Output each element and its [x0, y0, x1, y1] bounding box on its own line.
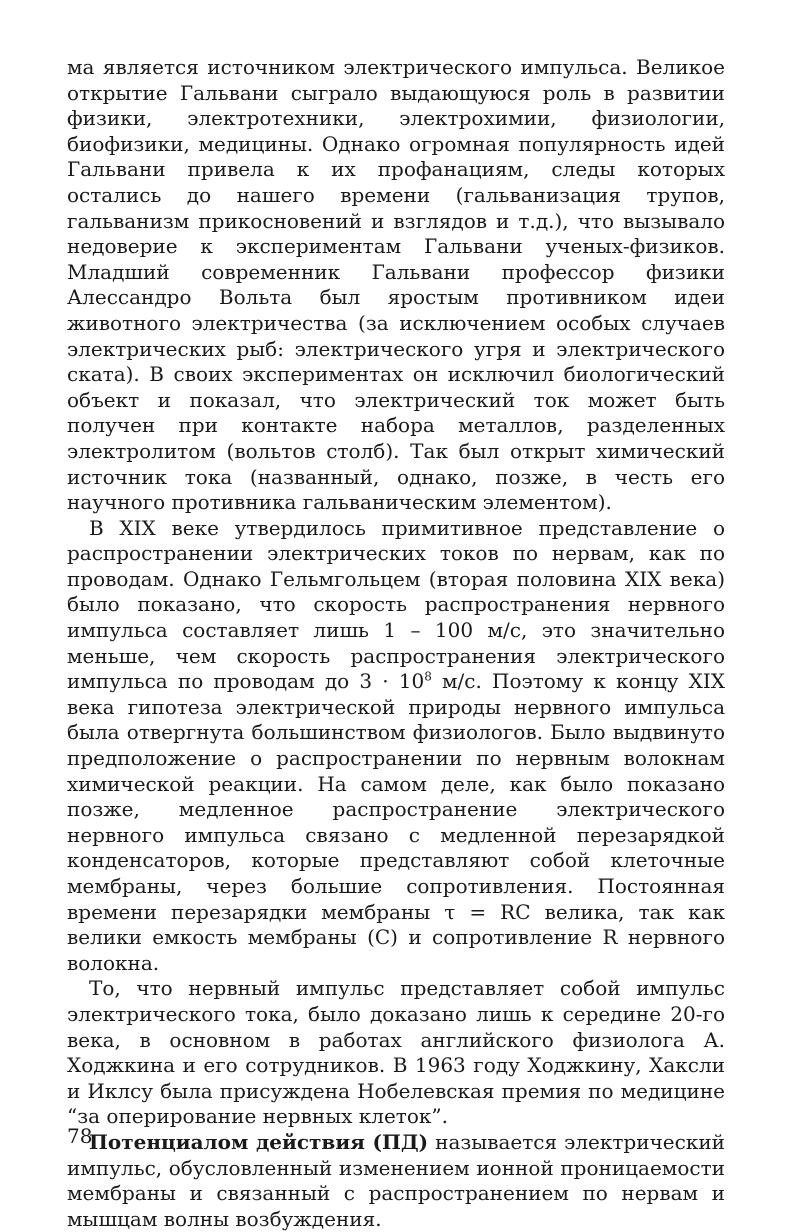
paragraph-2-part-1: В XIX веке утвердилось примитивное представление о распространении электрических токов по нервам, как по проводам. Однако Гельмгольцем (вторая половина XIX века) было показано, что скорость распространения нервного импульса составляет лишь 1 – 100 м/с, это значительно меньше, чем скорость распространения электрического импульса по проводам до 3 · 10 [67, 515, 725, 694]
definition-term: Потенциалом действия (ПД) [89, 1129, 429, 1154]
paragraph-2-part-2: м/с. Поэтому к концу XIX века гипотеза электрической природы нервного импульса была отвергнута большинством физиологов. Было выдвинуто предположение о распространении по нервным волокнам химической реакции. На самом деле, как было показано позже, медленное распространение электрического нервного импульса связано с медленной перезарядкой конденсаторов, которые представляют собой клеточные мембраны, через большие сопротивления. Постоянная времени перезарядки мембраны τ = RC велика, так как велики емкость мембраны (С) и сопротивление R нервного волокна. [67, 669, 725, 975]
definition-text: называется электрический импульс, обусловленный изменением ионной проницаемости мембраны и связанный с распространением по нервам и мышцам волны возбуждения. [67, 1129, 725, 1231]
page-body [67, 55, 725, 1232]
paragraph-2 [67, 516, 725, 977]
paragraph-3: То, что нервный импульс представляет собой импульс электрического тока, было доказано лишь к середине 20-го века, в основном в работах английского физиолога А. Ходжкина и его сотрудников. В 1963 году Ходжкину, Хаксли и Иклсу была присуждена Нобелевская премия по медицине “за оперирование нервных клеток”. [67, 976, 725, 1129]
exponent: 8 [424, 669, 432, 684]
paragraph-4 [67, 1130, 725, 1232]
paragraph-1: ма является источником электрического импульса. Великое открытие Гальвани сыграло выдающуюся роль в развитии физики, электротехники, электрохимии, физиологии, биофизики, медицины. Однако огромная популярность идей Гальвани привела к их профанациям, следы которых остались до нашего времени (гальванизация трупов, гальванизм прикосновений и взглядов и т.д.), что вызывало недоверие к экспериментам Гальвани ученых-физиков. Младший современник Гальвани профессор физики Алессандро Вольта был яростым противником идеи животного электричества (за исключением особых случаев электрических рыб: электрического угря и электрического ската). В своих экспериментах он исключил биологический объект и показал, что электрический ток может быть получен при контакте набора металлов, разделенных электролитом (вольтов столб). Так был открыт химический источник тока (названный, однако, позже, в честь его научного противника гальваническим элементом). [67, 55, 725, 515]
page-number: 78 [67, 1124, 93, 1148]
